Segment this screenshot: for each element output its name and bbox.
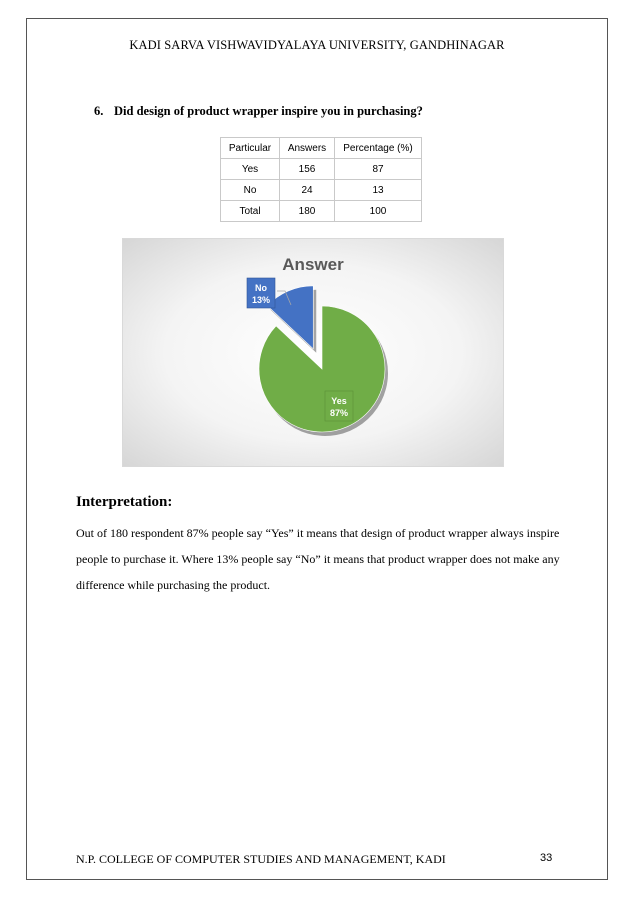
pie-slice-yes [259, 306, 385, 432]
table-cell-particular: No [221, 180, 280, 201]
table-cell-percentage: 13 [335, 180, 422, 201]
table-header-particular: Particular [221, 138, 280, 159]
table-cell-particular: Total [221, 201, 280, 222]
table-header-answers: Answers [280, 138, 335, 159]
table-cell-answers: 156 [280, 159, 335, 180]
question-number: 6. [94, 104, 104, 118]
table-row [221, 159, 422, 180]
table-row [221, 180, 422, 201]
data-label-name-yes: Yes [331, 396, 347, 406]
data-label-percent-yes: 87% [329, 408, 349, 418]
table-cell-particular: Yes [221, 159, 280, 180]
table-cell-answers: 180 [280, 201, 335, 222]
pie-slices [247, 278, 388, 436]
page-header: KADI SARVA VISHWAVIDYALAYA UNIVERSITY, GANDHINAGAR [129, 38, 505, 52]
page-number: 33 [540, 852, 553, 864]
pie-chart [122, 238, 504, 467]
data-label-name-no: No [255, 283, 267, 293]
table-cell-percentage: 87 [335, 159, 422, 180]
question-heading [94, 104, 423, 119]
table-header-percentage: Percentage (%) [335, 138, 422, 159]
data-label-percent-no: 13% [251, 295, 271, 305]
pie-chart-svg [123, 239, 503, 466]
data-label-yes [325, 391, 353, 421]
table-header-row [221, 138, 422, 159]
survey-table [220, 137, 422, 222]
table-cell-percentage: 100 [335, 201, 422, 222]
question-text: Did design of product wrapper inspire you in purchasing? [114, 104, 423, 118]
interpretation-title: Interpretation: [76, 494, 173, 510]
data-label-no [247, 278, 275, 308]
chart-title: Answer [282, 255, 344, 274]
footer-college: N.P. COLLEGE OF COMPUTER STUDIES AND MANAGEMENT, KADI [76, 852, 446, 866]
interpretation-text: Out of 180 respondent 87% people say “Yes” it means that design of product wrapper always inspire people to purchase it. Where 13% people say “No” it means that product wrapper does not make any difference while purchasing the product. [76, 526, 560, 592]
table-cell-answers: 24 [280, 180, 335, 201]
table-row [221, 201, 422, 222]
